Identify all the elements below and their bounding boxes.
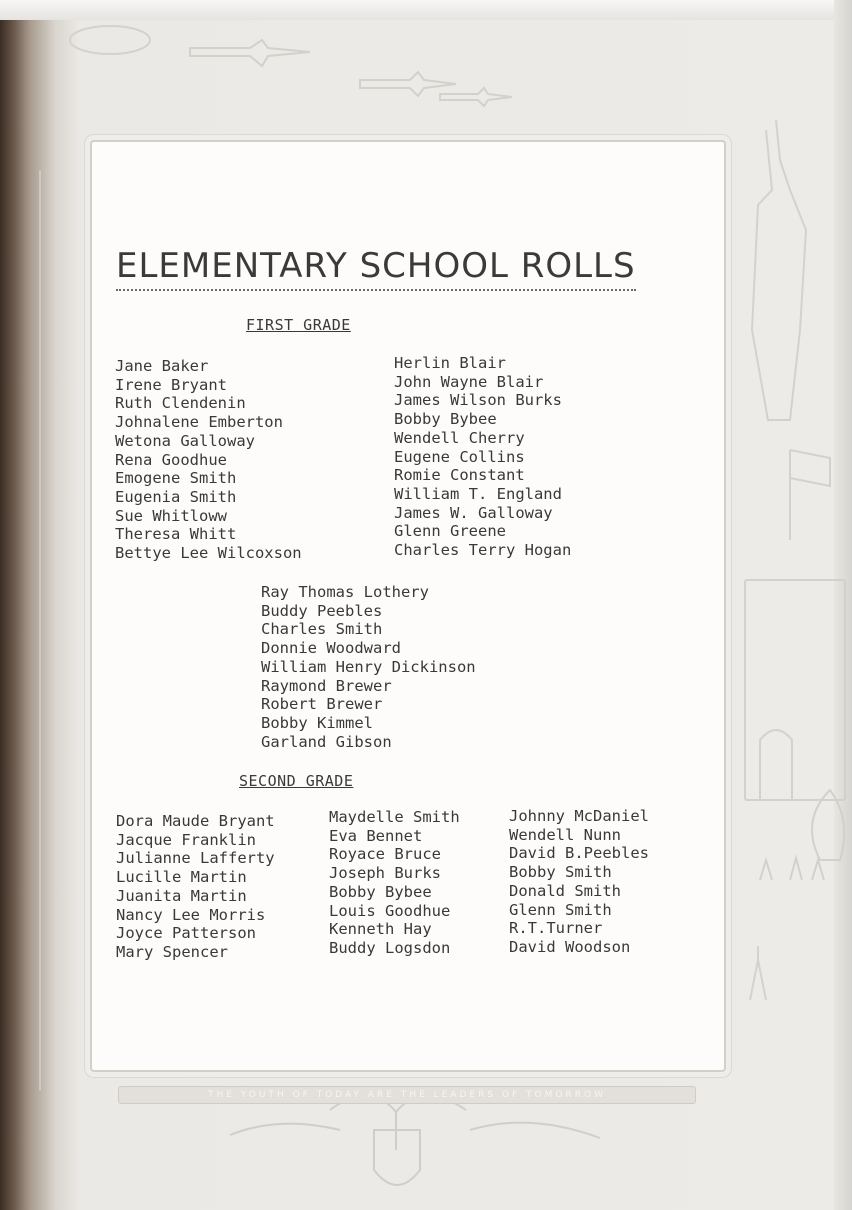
student-name: Donnie Woodward — [261, 639, 401, 658]
page-title: ELEMENTARY SCHOOL ROLLS — [116, 246, 636, 291]
student-name: Joseph Burks — [329, 864, 441, 883]
student-name: Joyce Patterson — [116, 924, 256, 943]
student-name: John Wayne Blair — [394, 372, 544, 391]
student-name: David Woodson — [509, 937, 631, 956]
student-name: Nancy Lee Morris — [116, 905, 266, 924]
student-name: Buddy Peebles — [261, 601, 383, 620]
second-grade-heading: SECOND GRADE — [239, 772, 354, 790]
student-name: Bobby Bybee — [329, 882, 432, 901]
motto-banner: THE YOUTH OF TODAY ARE THE LEADERS OF TOMORROW — [118, 1086, 696, 1104]
student-name: William Henry Dickinson — [261, 657, 476, 676]
student-name: Eugenia Smith — [115, 487, 237, 506]
student-name: Rena Goodhue — [115, 450, 227, 469]
student-name: Garland Gibson — [261, 732, 392, 751]
student-name: Wendell Cherry — [394, 428, 525, 447]
student-name: Wendell Nunn — [509, 825, 621, 844]
flag-icon — [790, 450, 830, 540]
student-name: Romie Constant — [394, 466, 525, 485]
student-name: Maydelle Smith — [329, 808, 460, 826]
student-name: Kenneth Hay — [329, 920, 432, 939]
students-icon — [760, 858, 824, 880]
student-name: Jacque Franklin — [116, 830, 256, 849]
airplane-icon — [360, 72, 456, 96]
student-name: Julianne Lafferty — [116, 849, 275, 868]
student-name: James W. Galloway — [394, 503, 553, 522]
first-grade-column-1 — [115, 357, 302, 563]
student-name: Bobby Bybee — [394, 410, 497, 429]
student-name: Eugene Collins — [394, 447, 525, 466]
student-name: Louis Goodhue — [329, 901, 451, 920]
student-name: Theresa Whitt — [115, 525, 237, 544]
student-name: Wetona Galloway — [115, 431, 255, 450]
student-name: Jane Baker — [115, 357, 209, 375]
first-grade-column-3 — [261, 583, 476, 751]
second-grade-column-3 — [509, 807, 649, 957]
student-name: Ray Thomas Lothery — [261, 583, 429, 601]
first-grade-column-2 — [394, 354, 571, 560]
student-name: Charles Smith — [261, 620, 383, 639]
student-name: R.T.Turner — [509, 919, 603, 938]
student-name: Bobby Smith — [509, 863, 612, 882]
student-name: Charles Terry Hogan — [394, 541, 572, 560]
student-name: Sue Whitloww — [115, 506, 227, 525]
statue-of-liberty-icon — [752, 120, 806, 420]
student-name: Mary Spencer — [116, 942, 228, 961]
airplane-icon — [440, 88, 512, 106]
student-name: Robert Brewer — [261, 695, 383, 714]
student-name: Bobby Kimmel — [261, 713, 373, 732]
student-name: Lucille Martin — [116, 868, 247, 887]
school-building-icon — [760, 730, 792, 800]
student-name: Bettye Lee Wilcoxson — [115, 544, 302, 563]
student-name: William T. England — [394, 484, 562, 503]
first-grade-heading: FIRST GRADE — [246, 316, 351, 334]
student-name: Johnny McDaniel — [509, 807, 649, 825]
student-name: Dora Maude Bryant — [116, 812, 275, 830]
student-name: Raymond Brewer — [261, 676, 392, 695]
student-name: Glenn Smith — [509, 900, 612, 919]
student-name: James Wilson Burks — [394, 391, 562, 410]
student-name: Donald Smith — [509, 881, 621, 900]
student-icon — [750, 946, 766, 1000]
student-name: Glenn Greene — [394, 522, 506, 541]
second-grade-column-1 — [116, 812, 275, 962]
second-grade-column-2 — [329, 808, 460, 958]
airplane-icon — [190, 40, 310, 66]
student-name: David B.Peebles — [509, 844, 649, 863]
student-name: Ruth Clendenin — [115, 394, 246, 413]
cloud-icon — [70, 26, 150, 54]
student-name: Juanita Martin — [116, 886, 247, 905]
student-name: Irene Bryant — [115, 375, 227, 394]
student-name: Emogene Smith — [115, 469, 237, 488]
student-name: Buddy Logsdon — [329, 938, 451, 957]
student-name: Johnalene Emberton — [115, 413, 283, 432]
student-name: Eva Bennet — [329, 826, 423, 845]
student-name: Royace Bruce — [329, 845, 441, 864]
student-name: Herlin Blair — [394, 354, 506, 372]
